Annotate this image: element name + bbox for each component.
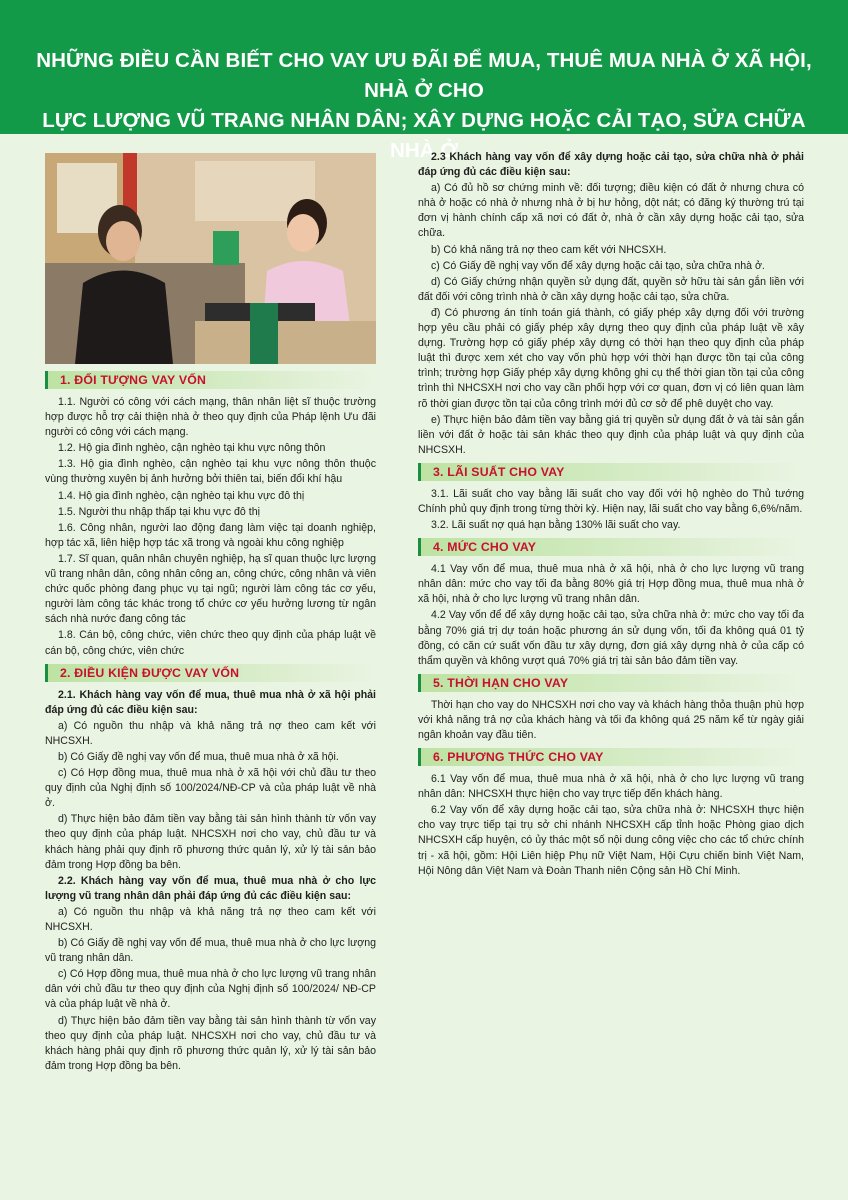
section-4-heading: 4. MỨC CHO VAY xyxy=(418,538,804,556)
photo-passbook xyxy=(213,231,239,265)
photo-person-body xyxy=(75,271,173,365)
section-1-heading: 1. ĐỐI TƯỢNG VAY VỐN xyxy=(45,371,376,389)
s2-1-heading: 2.1. Khách hàng vay vốn để mua, thuê mua nhà ở xã hội phải đáp ứng đủ các điều kiện sau: xyxy=(45,688,376,716)
photo-staff-face xyxy=(287,214,319,252)
s2-2-paragraph: b) Có Giấy đề nghị vay vốn để mua, thuê mua nhà ở cho lực lượng vũ trang nhân dân. xyxy=(45,937,376,965)
left-column xyxy=(45,371,376,1075)
s2-1-paragraph: c) Có Hợp đồng mua, thuê mua nhà ở xã hội với chủ đầu tư theo quy định của Nghị định số 100/2024/NĐ-CP và của pháp luật về nhà ở. xyxy=(45,767,376,810)
photo-desk xyxy=(195,321,376,364)
section-3-heading: 3. LÃI SUẤT CHO VAY xyxy=(418,463,804,481)
s4-paragraph: 4.2 Vay vốn để để xây dựng hoặc cải tạo, sửa chữa nhà ở: mức cho vay tối đa bằng 70% giá trị dự toán hoặc phương án sử dụng vốn, tối đa không quá 01 tỷ đồng, có căn cứ suất vốn đầu tư xây dựng, đơn giá xây dựng nhà ở của cấp có thẩm quyền và không vượt quá 70% giá trị tài sản bảo đảm tiền vay. xyxy=(418,609,804,667)
s2-2-heading: 2.2. Khách hàng vay vốn để mua, thuê mua nhà ở cho lực lượng vũ trang nhân dân phải đáp ứng đủ các điều kiện sau: xyxy=(45,874,376,902)
s2-1-paragraph: a) Có nguồn thu nhập và khả năng trả nợ theo cam kết với NHCSXH. xyxy=(45,719,376,747)
right-column xyxy=(418,150,804,880)
s1-paragraph: 1.2. Hộ gia đình nghèo, cận nghèo tại khu vực nông thôn xyxy=(58,442,326,455)
s1-paragraph: 1.1. Người có công với cách mạng, thân nhân liệt sĩ thuộc trường hợp được hỗ trợ cải thiện nhà ở theo quy định của Pháp lệnh Ưu đãi người có công với cách mạng. xyxy=(45,396,376,439)
s2-2-paragraph: a) Có nguồn thu nhập và khả năng trả nợ theo cam kết với NHCSXH. xyxy=(45,905,376,933)
s1-paragraph: 1.3. Hộ gia đình nghèo, cận nghèo tại khu vực nông thôn thuộc vùng thường xuyên bị ảnh hưởng bởi thiên tai, biến đổi khí hậu xyxy=(45,458,376,486)
s5-paragraph: Thời hạn cho vay do NHCSXH nơi cho vay và khách hàng thỏa thuận phù hợp với khả năng trả nợ của khách hàng và tối đa không quá 25 năm kể từ ngày giải ngân khoản vay đầu tiên. xyxy=(418,698,804,741)
s2-3-paragraph: b) Có khả năng trả nợ theo cam kết với NHCSXH. xyxy=(431,243,667,256)
s3-paragraph: 3.2. Lãi suất nợ quá hạn bằng 130% lãi suất cho vay. xyxy=(431,519,681,532)
title-line-1: NHỮNG ĐIỀU CẦN BIẾT CHO VAY ƯU ĐÃI ĐỂ MUA, THUÊ MUA NHÀ Ở XÃ HỘI, NHÀ Ở CHO xyxy=(36,49,812,102)
s3-paragraph: 3.1. Lãi suất cho vay bằng lãi suất cho vay đối với hộ nghèo do Thủ tướng Chính phủ quy định trong từng thời kỳ. Hiện nay, lãi suất cho vay bằng 6,6%/năm. xyxy=(418,487,804,515)
s2-3-paragraph: a) Có đủ hồ sơ chứng minh về: đối tượng; điều kiện có đất ở nhưng chưa có nhà ở hoặc có nhà ở nhưng nhà ở bị hư hỏng, dột nát; có đăng ký thường trú tại đơn vị hành chính cấp xã nơi có đất ở, nhà ở cần xây dựng hoặc cải tạo, sửa chữa. xyxy=(418,182,804,240)
s2-3-paragraph: đ) Có phương án tính toán giá thành, có giấy phép xây dựng đối với trường hợp yêu cầu phải có giấy phép xây dựng theo quy định của pháp luật về xây dựng. Trường hợp có giấy phép xây dựng có thời hạn theo quy định của pháp luật thì được xem xét cho vay vốn phù hợp với thời hạn được tồn tại của công trình; trường hợp Giấy phép xây dựng không ghi cụ thể thời gian tồn tại của công trình thì NHCSXH nơi cho vay cần phối hợp với cơ quan, đơn vị có liên quan làm rõ thời gian được tồn tại của công trình mới đủ cơ sở để phê duyệt cho vay. xyxy=(418,306,804,410)
s1-paragraph: 1.4. Hộ gia đình nghèo, cận nghèo tại khu vực đô thị xyxy=(58,489,305,502)
s6-paragraph: 6.1 Vay vốn để mua, thuê mua nhà ở xã hội, nhà ở cho lực lượng vũ trang nhân dân: NHCSXH thực hiện cho vay trực tiếp đến khách hàng. xyxy=(418,773,804,801)
photo-nameplate xyxy=(250,303,278,364)
section-6-heading: 6. PHƯƠNG THỨC CHO VAY xyxy=(418,748,804,766)
section-5-heading: 5. THỜI HẠN CHO VAY xyxy=(418,674,804,692)
photo-person-face xyxy=(106,221,140,261)
s1-paragraph: 1.5. Người thu nhập thấp tại khu vực đô thị xyxy=(58,505,260,518)
s2-3-paragraph: e) Thực hiện bảo đảm tiền vay bằng giá trị quyền sử dụng đất ở và tài sản gắn liền với đất ở hoặc tài sản khác theo quy định của pháp luật và quy định của NHCSXH. xyxy=(418,413,804,456)
page-header xyxy=(0,0,848,162)
s6-paragraph: 6.2 Vay vốn để xây dựng hoặc cải tạo, sửa chữa nhà ở: NHCSXH thực hiện cho vay trực tiếp tại trụ sở chi nhánh NHCSXH cấp tỉnh hoặc Phòng giao dịch NHCSXH cấp huyện, có ủy thác một số nội dung công việc cho các tổ chức chính trị - xã hội, gồm: Hội Liên hiệp Phụ nữ Việt Nam, Hội Cựu chiến binh Việt Nam, Hội Nông dân Việt Nam và Đoàn Thanh niên Cộng sản Hồ Chí Minh. xyxy=(418,804,804,877)
title-line-2: LỰC LƯỢNG VŨ TRANG NHÂN DÂN; XÂY DỰNG HOẶC CẢI TẠO, SỬA CHỮA NHÀ Ở xyxy=(42,109,806,162)
banner-photo xyxy=(45,153,376,364)
s1-paragraph: 1.6. Công nhân, người lao động đang làm việc tại doanh nghiệp, hợp tác xã, liên hiệp hợp tác xã trong và ngoài khu công nghiệp xyxy=(45,521,376,549)
s2-2-paragraph: c) Có Hợp đồng mua, thuê mua nhà ở cho lực lượng vũ trang nhân dân với chủ đầu tư theo quy định của Nghị định số 100/2024/ NĐ-CP và của pháp luật về nhà ở. xyxy=(45,968,376,1011)
s2-2-paragraph: d) Thực hiện bảo đảm tiền vay bằng tài sản hình thành từ vốn vay theo quy định của pháp luật. NHCSXH nơi cho vay, chủ đầu tư và khách hàng phải quy định rõ phương thức quản lý, xử lý tài sản bảo đảm trong Hợp đồng ba bên. xyxy=(45,1014,376,1072)
section-2-heading: 2. ĐIỀU KIỆN ĐƯỢC VAY VỐN xyxy=(45,664,376,682)
page-title xyxy=(20,46,828,166)
s1-paragraph: 1.7. Sĩ quan, quân nhân chuyên nghiệp, hạ sĩ quan thuộc lực lượng vũ trang nhân dân, công nhân công an, công chức, công nhân và viên chức quốc phòng đang phục vụ tại ngũ; người làm công tác cơ yếu, người làm công tác khác trong tổ chức cơ yếu hưởng lương từ ngân sách nhà nước đang công tác xyxy=(45,552,376,626)
s2-1-paragraph: d) Thực hiện bảo đảm tiền vay bằng tài sản hình thành từ vốn vay theo quy định của pháp luật. NHCSXH nơi cho vay, chủ đầu tư và khách hàng phải quy định rõ phương thức quản lý, xử lý tài sản bảo đảm trong Hợp đồng ba bên. xyxy=(45,813,376,871)
s2-1-paragraph: b) Có Giấy đề nghị vay vốn để mua, thuê mua nhà ở xã hội. xyxy=(58,750,339,763)
s2-3-heading: 2.3 Khách hàng vay vốn để xây dựng hoặc cải tạo, sửa chữa nhà ở phải đáp ứng đủ các điều kiện sau: xyxy=(418,151,804,179)
s2-3-paragraph: c) Có Giấy đề nghị vay vốn để xây dựng hoặc cải tạo, sửa chữa nhà ở. xyxy=(431,259,765,272)
s4-paragraph: 4.1 Vay vốn để mua, thuê mua nhà ở xã hội, nhà ở cho lực lượng vũ trang nhân dân: mức cho vay tối đa bằng 80% giá trị Hợp đồng mua, thuê mua nhà ở xã hội, nhà ở cho lực lượng vũ trang nhân dân. xyxy=(418,563,804,606)
s1-paragraph: 1.8. Cán bộ, công chức, viên chức theo quy định của pháp luật về cán bộ, công chức, viên chức xyxy=(45,629,376,657)
s2-3-paragraph: d) Có Giấy chứng nhận quyền sử dụng đất, quyền sở hữu tài sản gắn liền với đất đối với công trình nhà ở cần xây dựng hoặc cải tạo, sửa chữa. xyxy=(418,275,804,303)
